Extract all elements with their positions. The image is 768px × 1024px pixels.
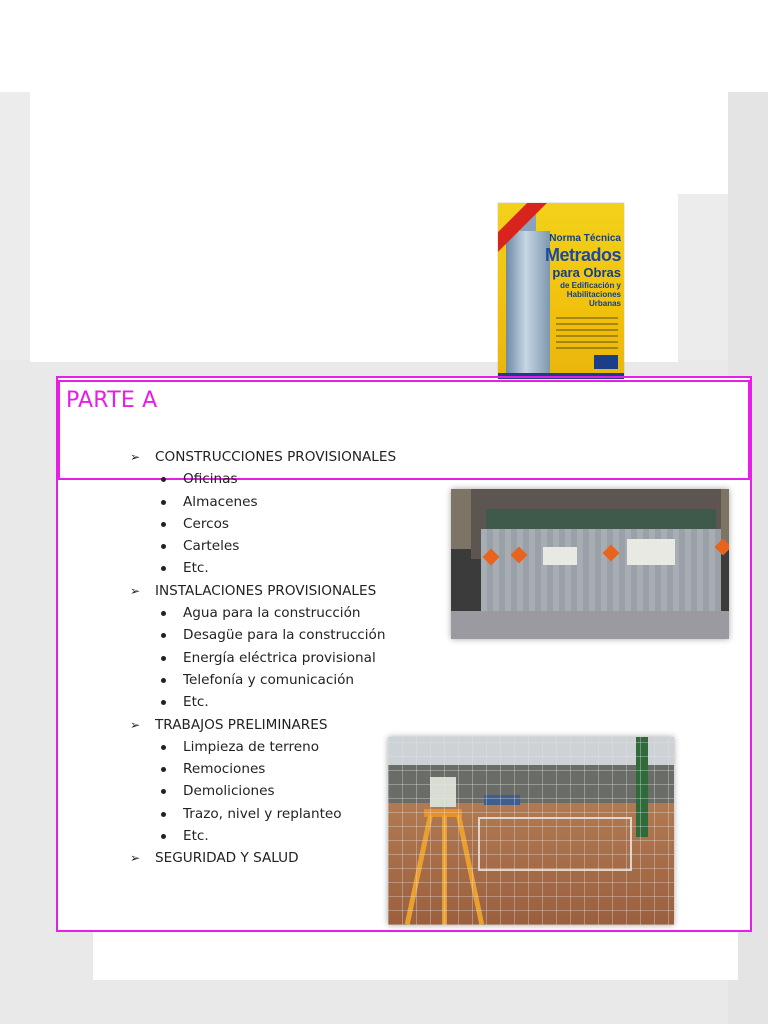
- bullet-dot-icon: [161, 767, 166, 772]
- outline-item: [155, 602, 396, 624]
- bullet-dot-icon: [161, 633, 166, 638]
- outline-item-label: Etc.: [183, 828, 209, 845]
- arrow-bullet-icon: ➢: [130, 583, 141, 598]
- outline-item-label: Limpieza de terreno: [183, 738, 320, 755]
- section-heading: PARTE A: [66, 388, 158, 413]
- outline-item: [155, 647, 396, 669]
- outline-item-label: Trazo, nivel y replanteo: [183, 805, 342, 822]
- outline-item: [155, 736, 396, 758]
- top-panel-notch: [678, 122, 728, 192]
- bullet-dot-icon: [161, 566, 166, 571]
- book-small-text: [556, 313, 618, 353]
- bullet-dot-icon: [161, 544, 166, 549]
- outline-sublist: [155, 602, 396, 713]
- outline-item: [155, 557, 396, 579]
- outline-item: [155, 669, 396, 691]
- outline-section: [130, 847, 396, 869]
- outline-sublist: [155, 736, 396, 847]
- fence-sign-panel: [627, 539, 675, 565]
- bullet-dot-icon: [161, 700, 166, 705]
- outline-sublist: [155, 468, 396, 579]
- outline-item: [155, 624, 396, 646]
- fence-photo: [451, 489, 729, 639]
- bullet-dot-icon: [161, 522, 166, 527]
- outline-item: [155, 803, 396, 825]
- outline-item-label: Energía eléctrica provisional: [183, 649, 376, 666]
- book-title-sub: para Obras: [552, 265, 621, 280]
- bullet-dot-icon: [161, 611, 166, 616]
- outline-item-label: Telefonía y comunicación: [183, 671, 355, 688]
- wire-fence: [388, 737, 674, 925]
- outline-item-label: Etc.: [183, 560, 209, 577]
- top-panel-strip: [30, 92, 728, 194]
- book-cover-image: [498, 203, 624, 379]
- outline-item: [155, 491, 396, 513]
- bullet-dot-icon: [161, 834, 166, 839]
- arrow-bullet-icon: ➢: [130, 851, 141, 866]
- book-subtitle: Norma Técnica: [549, 233, 621, 244]
- publisher-logo: [594, 355, 618, 369]
- bullet-dot-icon: [161, 656, 166, 661]
- book-title: Metrados: [544, 245, 621, 265]
- bullet-dot-icon: [161, 477, 166, 482]
- outline-item-label: Etc.: [183, 694, 209, 711]
- arrow-bullet-icon: ➢: [130, 717, 141, 732]
- fence-sign-panel: [543, 547, 577, 565]
- outline-item-label: Oficinas: [183, 471, 238, 488]
- arrow-bullet-icon: ➢: [130, 450, 141, 464]
- fence-wall: [481, 529, 721, 619]
- bullet-dot-icon: [161, 789, 166, 794]
- outline-item: [155, 513, 396, 535]
- outline-section: [130, 580, 396, 714]
- outline-section-title: TRABAJOS PRELIMINARES: [155, 716, 328, 733]
- tower-illustration: [506, 231, 550, 379]
- bullet-dot-icon: [161, 678, 166, 683]
- outline-item: [155, 780, 396, 802]
- outline-item-label: Carteles: [183, 538, 240, 555]
- outline-item: [155, 535, 396, 557]
- bullet-dot-icon: [161, 500, 166, 505]
- bullet-dot-icon: [161, 812, 166, 817]
- outline-section-title: CONSTRUCCIONES PROVISIONALES: [155, 449, 397, 465]
- outline-item-label: Demoliciones: [183, 783, 275, 800]
- book-title-detail: de Edificación y Habilitaciones Urbanas: [560, 281, 621, 308]
- outline-item: [155, 758, 396, 780]
- outline-item: [155, 691, 396, 713]
- outline-list: [130, 446, 396, 870]
- survey-site-photo: [388, 737, 674, 925]
- outline-item: [155, 825, 396, 847]
- bullet-dot-icon: [161, 745, 166, 750]
- outline-item-label: Remociones: [183, 761, 266, 778]
- outline-section-title: SEGURIDAD Y SALUD: [155, 850, 299, 867]
- outline-item-label: Cercos: [183, 515, 230, 532]
- outline-item: [155, 468, 396, 490]
- outline-item-label: Agua para la construcción: [183, 605, 361, 622]
- outline-section-title: INSTALACIONES PROVISIONALES: [155, 582, 377, 599]
- outline-section: [130, 714, 396, 848]
- outline-item-label: Desagüe para la construcción: [183, 627, 386, 644]
- outline-section: [130, 446, 396, 580]
- outline-item-label: Almacenes: [183, 493, 258, 510]
